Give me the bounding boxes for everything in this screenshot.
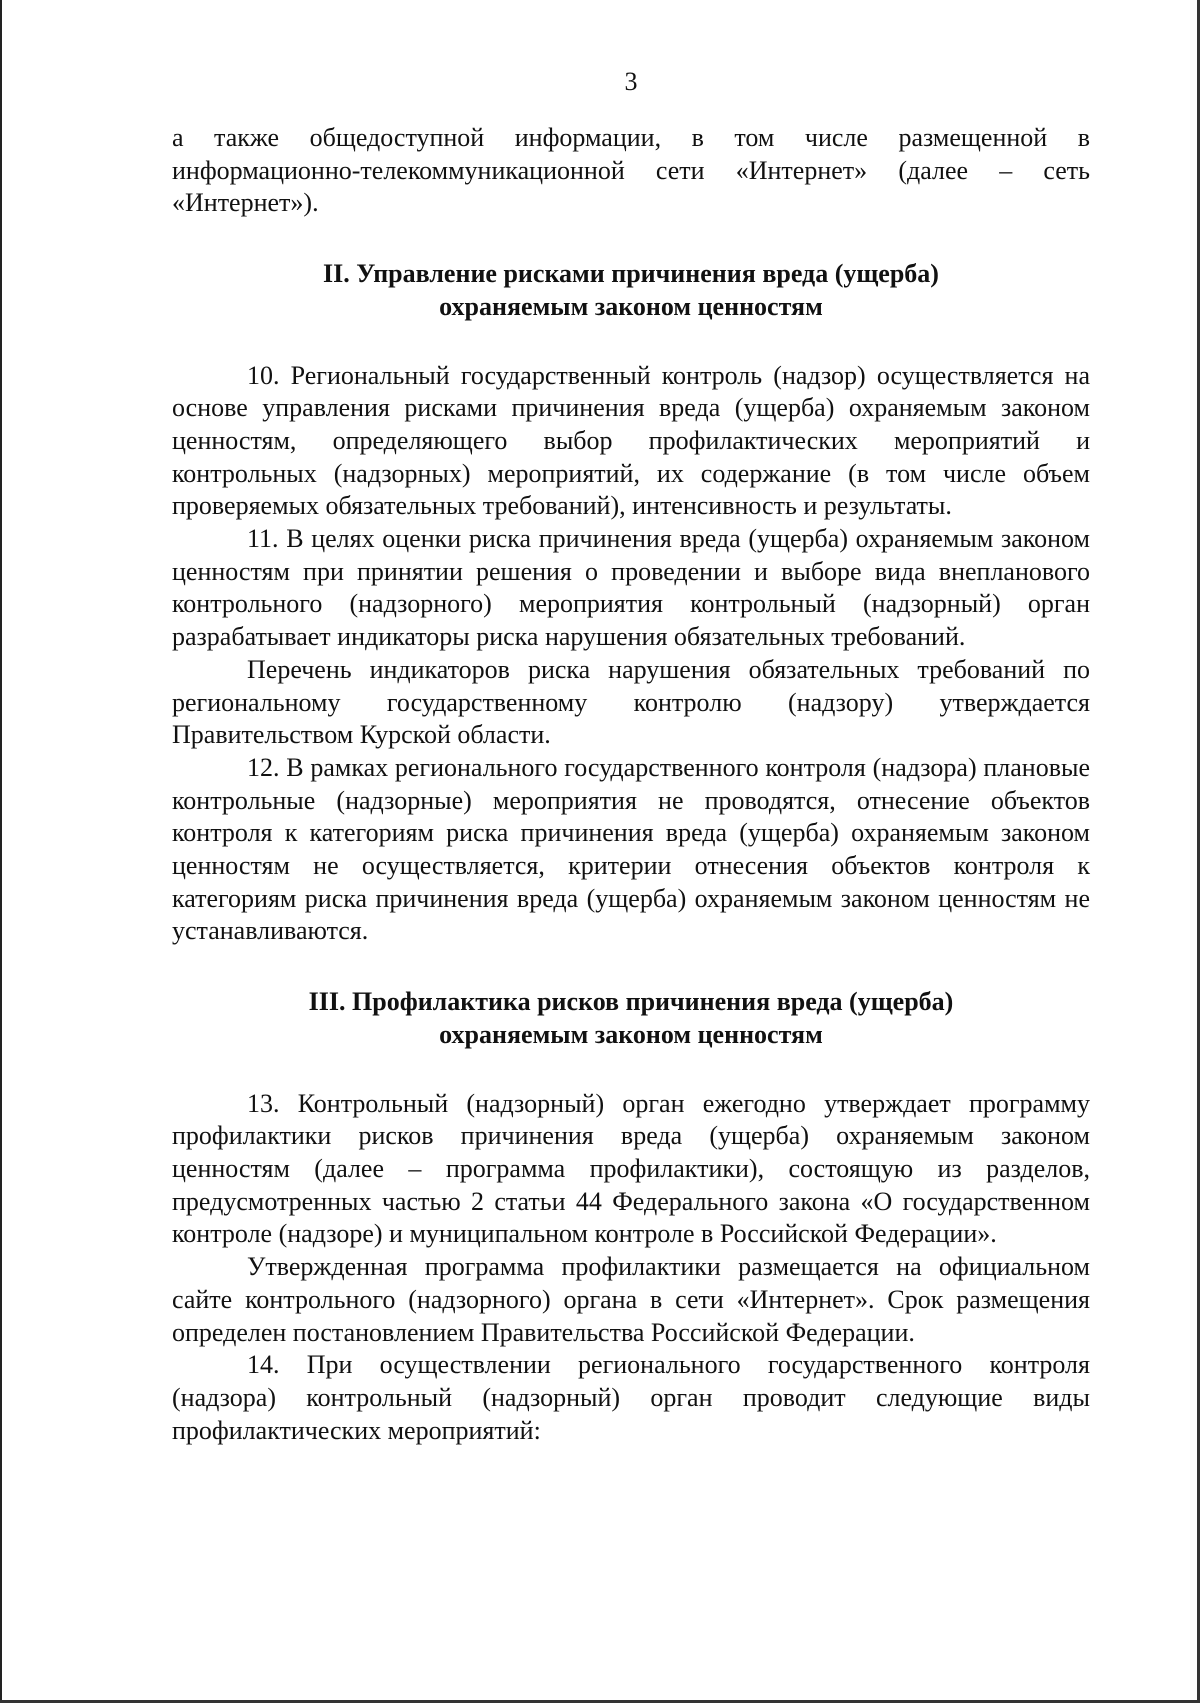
section-2-body (172, 360, 1090, 949)
paragraph-13-publication: Утвержденная программа профилактики размещается на официальном сайте контрольного (надзорного) органа в сети «Интернет». Срок размещения определен постановлением Правительства Российской Федерации. (172, 1252, 1090, 1347)
paragraph-13: 13. Контрольный (надзорный) орган ежегодно утверждает программу профилактики рисков причинения вреда (ущерба) охраняемым законом ценностям (далее – программа профилактики), состоящую из разделов, предусмотренных частью 2 статьи 44 Федерального закона «О государственном контроле (надзоре) и муниципальном контроле в Российской Федерации». (172, 1088, 1090, 1249)
paragraph-12: 12. В рамках регионального государственного контроля (надзора) плановые контрольные (надзорные) мероприятия не проводятся, отнесение объектов контроля к категориям риска причинения вреда (ущерба) охраняемым законом ценностям не осуществляется, критерии отнесения объектов контроля к категориям риска причинения вреда (ущерба) охраняемым законом ценностям не устанавливаются. (172, 752, 1090, 946)
paragraph-11: 11. В целях оценки риска причинения вреда (ущерба) охраняемым законом ценностям при принятии решения о проведении и выборе вида внепланового контрольного (надзорного) мероприятия контрольный (надзорный) орган разрабатывает индикаторы риска нарушения обязательных требований. (172, 524, 1090, 652)
section-3-body (172, 1088, 1090, 1448)
section-2-heading-line-1: II. Управление рисками причинения вреда (ущерба) (323, 259, 939, 289)
page-number: 3 (624, 67, 638, 96)
scan-left-border (0, 0, 2, 1703)
paragraph-11-list-approval: Перечень индикаторов риска нарушения обязательных требований по региональному государственному контролю (надзору) утверждается Правительством Курской области. (172, 654, 1090, 750)
document-page (172, 66, 1090, 1447)
paragraph-10: 10. Региональный государственный контроль (надзор) осуществляется на основе управления рисками причинения вреда (ущерба) охраняемым законом ценностям, определяющего выбор профилактических мероприятий и контрольных (надзорных) мероприятий, их содержание (в том числе объем проверяемых обязательных требований), интенсивность и результаты. (172, 360, 1090, 521)
section-2 (172, 258, 1090, 323)
intro-paragraph: а также общедоступной информации, в том числе размещенной в информационно-телекоммуникационной сети «Интернет» (далее – сеть «Интернет»). (172, 123, 1090, 218)
paragraph-14: 14. При осуществлении регионального государственного контроля (надзора) контрольный (надзорный) орган проводит следующие виды профилактических мероприятий: (172, 1350, 1090, 1445)
section-3-heading-line-2: охраняемым законом ценностям (439, 1019, 823, 1049)
section-3-heading-line-1: III. Профилактика рисков причинения вреда (ущерба) (308, 987, 954, 1017)
section-3 (172, 986, 1090, 1051)
section-2-heading-line-2: охраняемым законом ценностям (439, 291, 823, 321)
